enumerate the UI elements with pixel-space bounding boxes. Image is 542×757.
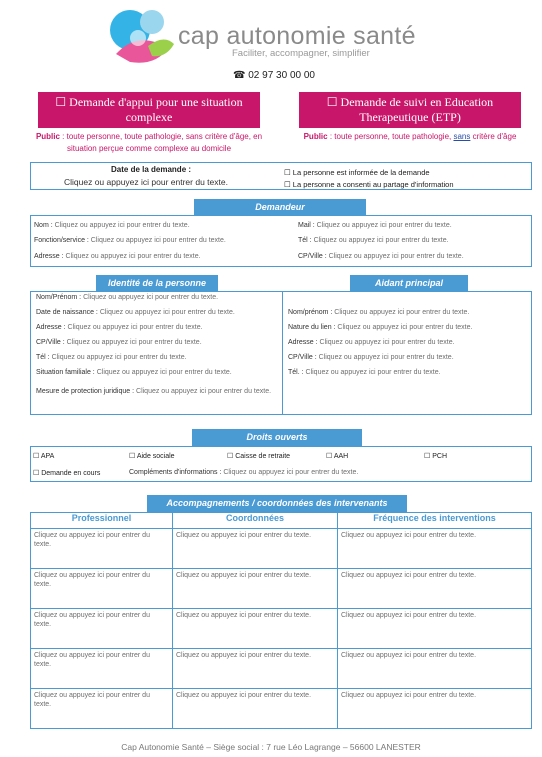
demandeur-phone-field[interactable]: Tél : Cliquez ou appuyez ici pour entrer du texte.: [298, 237, 449, 244]
identite-birthdate-field[interactable]: Date de naissance : Cliquez ou appuyez ici pour entrer du texte.: [36, 309, 235, 316]
phone-icon: ☎: [233, 70, 249, 81]
check-demande-en-cours[interactable]: ☐ Demande en cours: [33, 470, 101, 477]
check-informed[interactable]: ☐ La personne est informée de la demande: [284, 168, 430, 177]
brand-name: cap autonomie santé: [178, 22, 416, 50]
table-cell[interactable]: Cliquez ou appuyez ici pour entrer du texte.: [338, 689, 532, 729]
accompagnements-title: Accompagnements / coordonnées des intervenants: [147, 495, 407, 512]
col-professionnel: Professionnel: [31, 513, 173, 529]
demandeur-function-field[interactable]: Fonction/service : Cliquez ou appuyez ici pour entrer du texte.: [34, 237, 226, 244]
demandeur-city-field[interactable]: CP/Ville : Cliquez ou appuyez ici pour entrer du texte.: [298, 253, 464, 260]
table-row: [31, 569, 532, 609]
table-cell[interactable]: Cliquez ou appuyez ici pour entrer du texte.: [173, 529, 338, 569]
divider: [282, 292, 283, 414]
logo-icon: [108, 8, 178, 66]
date-input[interactable]: Cliquez ou appuyez ici pour entrer du texte.: [64, 177, 228, 187]
demandeur-name-field[interactable]: Nom : Cliquez ou appuyez ici pour entrer du texte.: [34, 222, 190, 229]
table-cell[interactable]: Cliquez ou appuyez ici pour entrer du texte.: [31, 689, 173, 729]
request-complex-checkbox[interactable]: ☐ Demande d'appui pour une situation complexe: [38, 92, 260, 128]
table-cell[interactable]: Cliquez ou appuyez ici pour entrer du texte.: [173, 649, 338, 689]
identite-address-field[interactable]: Adresse : Cliquez ou appuyez ici pour entrer du texte.: [36, 324, 203, 331]
table-row: [31, 689, 532, 729]
table-cell[interactable]: Cliquez ou appuyez ici pour entrer du texte.: [338, 569, 532, 609]
demandeur-title: Demandeur: [194, 199, 366, 216]
table-cell[interactable]: Cliquez ou appuyez ici pour entrer du texte.: [338, 649, 532, 689]
demandeur-mail-field[interactable]: Mail : Cliquez ou appuyez ici pour entrer du texte.: [298, 222, 452, 229]
tagline: Faciliter, accompagner, simplifier: [232, 48, 370, 59]
col-frequence: Fréquence des interventions: [338, 513, 532, 529]
demandeur-address-field[interactable]: Adresse : Cliquez ou appuyez ici pour entrer du texte.: [34, 253, 201, 260]
table-cell[interactable]: Cliquez ou appuyez ici pour entrer du texte.: [31, 609, 173, 649]
identite-city-field[interactable]: CP/Ville : Cliquez ou appuyez ici pour entrer du texte.: [36, 339, 202, 346]
aidant-city-field[interactable]: CP/Ville : Cliquez ou appuyez ici pour entrer du texte.: [288, 354, 454, 361]
table-cell[interactable]: Cliquez ou appuyez ici pour entrer du texte.: [173, 689, 338, 729]
table-row: [31, 529, 532, 569]
request-etp-checkbox[interactable]: ☐ Demande de suivi en Education Therapeutique (ETP): [299, 92, 521, 128]
table-cell[interactable]: Cliquez ou appuyez ici pour entrer du texte.: [31, 649, 173, 689]
identite-phone-field[interactable]: Tél : Cliquez ou appuyez ici pour entrer du texte.: [36, 354, 187, 361]
public-complex: Public : toute personne, toute pathologie, sans critère d'âge, en situation perçue comme complexe au domicile: [35, 132, 263, 153]
table-cell[interactable]: Cliquez ou appuyez ici pour entrer du texte.: [31, 529, 173, 569]
personne-section: [30, 291, 532, 415]
droits-section: [30, 446, 532, 482]
phone-line: [233, 70, 315, 81]
table-row: [31, 649, 532, 689]
footer: Cap Autonomie Santé – Siège social : 7 rue Léo Lagrange – 56600 LANESTER: [121, 742, 421, 752]
demandeur-section: [30, 215, 532, 267]
table-row: [31, 609, 532, 649]
complements-field[interactable]: Compléments d'informations : Cliquez ou appuyez ici pour entrer du texte.: [129, 469, 359, 476]
public-etp: Public : toute personne, toute pathologie, sans critère d'âge: [303, 132, 517, 141]
check-aah[interactable]: ☐ AAH: [326, 453, 349, 460]
date-label: Date de la demande :: [111, 165, 192, 174]
aidant-title: Aidant principal: [350, 275, 468, 292]
col-coordonnees: Coordonnées: [173, 513, 338, 529]
check-aide-sociale[interactable]: ☐ Aide sociale: [129, 453, 175, 460]
identite-protection-field[interactable]: Mesure de protection juridique : Cliquez ou appuyez ici pour entrer du texte.: [36, 388, 272, 395]
table-cell[interactable]: Cliquez ou appuyez ici pour entrer du texte.: [338, 529, 532, 569]
aidant-address-field[interactable]: Adresse : Cliquez ou appuyez ici pour entrer du texte.: [288, 339, 455, 346]
table-cell[interactable]: Cliquez ou appuyez ici pour entrer du texte.: [338, 609, 532, 649]
identite-name-field[interactable]: Nom/Prénom : Cliquez ou appuyez ici pour entrer du texte.: [36, 294, 219, 301]
table-cell[interactable]: Cliquez ou appuyez ici pour entrer du texte.: [173, 609, 338, 649]
table-cell[interactable]: Cliquez ou appuyez ici pour entrer du texte.: [31, 569, 173, 609]
check-caisse-retraite[interactable]: ☐ Caisse de retraite: [227, 453, 291, 460]
check-apa[interactable]: ☐ APA: [33, 453, 55, 460]
check-consent[interactable]: ☐ La personne a consenti au partage d'information: [284, 180, 454, 189]
table-header-row: [31, 513, 532, 529]
droits-title: Droits ouverts: [192, 429, 362, 446]
phone-number: 02 97 30 00 00: [248, 70, 315, 81]
aidant-phone-field[interactable]: Tél. : Cliquez ou appuyez ici pour entrer du texte.: [288, 369, 441, 376]
accompagnements-table: [30, 512, 532, 729]
check-pch[interactable]: ☐ PCH: [424, 453, 447, 460]
aidant-name-field[interactable]: Nom/prénom : Cliquez ou appuyez ici pour entrer du texte.: [288, 309, 470, 316]
date-section: [30, 162, 532, 190]
identite-family-field[interactable]: Situation familiale : Cliquez ou appuyez ici pour entrer du texte.: [36, 369, 232, 376]
table-cell[interactable]: Cliquez ou appuyez ici pour entrer du texte.: [173, 569, 338, 609]
aidant-relation-field[interactable]: Nature du lien : Cliquez ou appuyez ici pour entrer du texte.: [288, 324, 473, 331]
identite-title: Identité de la personne: [96, 275, 218, 292]
